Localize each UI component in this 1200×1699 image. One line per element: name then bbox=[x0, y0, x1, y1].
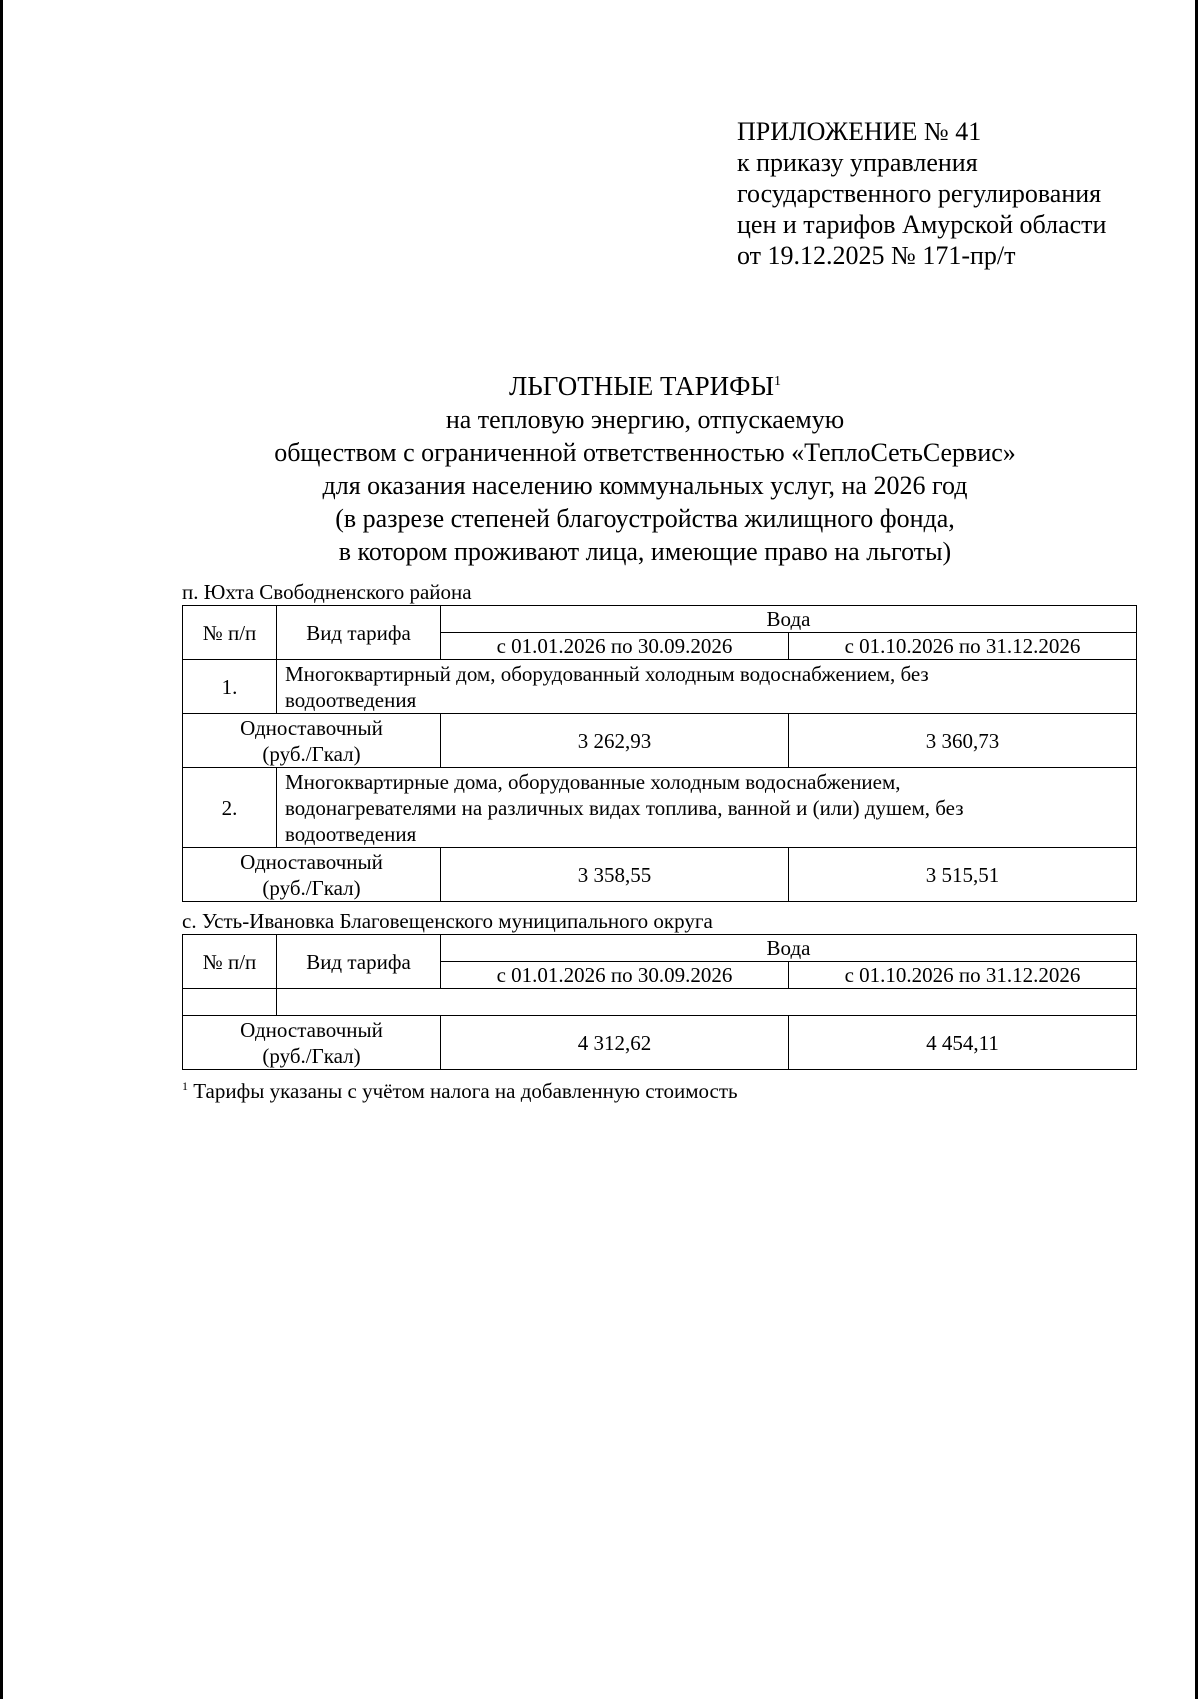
section2-location: с. Усть-Ивановка Благовещенского муниципального округа bbox=[182, 909, 713, 933]
tariff-label-line: Одноставочный bbox=[240, 1017, 383, 1042]
tariff-value: 3 358,55 bbox=[441, 848, 789, 902]
tariff-type-label bbox=[183, 1016, 441, 1070]
row-description-line: Многоквартирный дом, оборудованный холодным водоснабжением, без bbox=[285, 661, 929, 686]
section1-location: п. Юхта Свободненского района bbox=[182, 580, 472, 604]
title-line: (в разрезе степеней благоустройства жилищного фонда, bbox=[335, 504, 955, 533]
appendix-line: государственного регулирования bbox=[737, 179, 1102, 208]
appendix-order-date: от 19.12.2025 № 171-пр/т bbox=[737, 241, 1016, 270]
tariff-value: 3 515,51 bbox=[789, 848, 1137, 902]
title-line: на тепловую энергию, отпускаемую bbox=[445, 405, 845, 434]
row-description-line: водонагревателями на различных видах топлива, ванной и (или) душем, без bbox=[285, 795, 964, 820]
row-description bbox=[277, 768, 1137, 848]
tariff-label-line: Одноставочный bbox=[240, 849, 383, 874]
tariff-type-label bbox=[183, 848, 441, 902]
appendix-line: цен и тарифов Амурской области bbox=[737, 210, 1107, 239]
page-border-right bbox=[1195, 0, 1198, 1699]
tariff-type-label bbox=[183, 714, 441, 768]
tariff-value: 3 360,73 bbox=[789, 714, 1137, 768]
tariff-label-line: Одноставочный bbox=[240, 715, 383, 740]
footnote-text: Тарифы указаны с учётом налога на добавленную стоимость bbox=[193, 1079, 738, 1103]
tariff-label-unit: (руб./Гкал) bbox=[262, 741, 361, 766]
title-main-text: ЛЬГОТНЫЕ ТАРИФЫ bbox=[508, 371, 775, 401]
tariff-value: 4 454,11 bbox=[789, 1016, 1137, 1070]
page-border-left bbox=[0, 0, 3, 1699]
footnote-mark: 1 bbox=[182, 1079, 188, 1093]
footnote bbox=[182, 1074, 738, 1103]
header-water: Вода bbox=[441, 935, 1137, 962]
header-num: № п/п bbox=[183, 606, 277, 660]
empty-cell bbox=[183, 989, 277, 1016]
title-line: обществом с ограниченной ответственностью «ТеплоСетьСервис» bbox=[274, 438, 1016, 467]
tariff-value: 4 312,62 bbox=[441, 1016, 789, 1070]
tariff-label-unit: (руб./Гкал) bbox=[262, 875, 361, 900]
header-period-2: с 01.10.2026 по 31.12.2026 bbox=[789, 962, 1137, 989]
row-description-line: водоотведения bbox=[285, 687, 417, 712]
header-type: Вид тарифа bbox=[277, 606, 441, 660]
appendix-header bbox=[737, 116, 1106, 271]
tariff-label-unit: (руб./Гкал) bbox=[262, 1043, 361, 1068]
title-footnote-mark: 1 bbox=[774, 374, 782, 389]
tariff-value: 3 262,93 bbox=[441, 714, 789, 768]
title-main bbox=[240, 365, 1050, 403]
row-number: 1. bbox=[183, 660, 277, 714]
header-type: Вид тарифа bbox=[277, 935, 441, 989]
appendix-line: к приказу управления bbox=[737, 148, 978, 177]
header-period-1: с 01.01.2026 по 30.09.2026 bbox=[441, 633, 789, 660]
row-description-line: водоотведения bbox=[285, 821, 417, 846]
tariff-table-2 bbox=[182, 934, 1137, 1070]
tariff-table-1 bbox=[182, 605, 1137, 902]
title-line: для оказания населению коммунальных услуг, на 2026 год bbox=[322, 471, 968, 500]
header-period-2: с 01.10.2026 по 31.12.2026 bbox=[789, 633, 1137, 660]
header-num: № п/п bbox=[183, 935, 277, 989]
header-water: Вода bbox=[441, 606, 1137, 633]
document-title bbox=[240, 365, 1050, 568]
row-description-line: Многоквартирные дома, оборудованные холодным водоснабжением, bbox=[285, 769, 901, 794]
header-period-1: с 01.01.2026 по 30.09.2026 bbox=[441, 962, 789, 989]
title-line: в котором проживают лица, имеющие право на льготы) bbox=[338, 537, 952, 566]
empty-cell bbox=[277, 989, 1137, 1016]
appendix-number: ПРИЛОЖЕНИЕ № 41 bbox=[737, 117, 982, 146]
row-number: 2. bbox=[183, 768, 277, 848]
row-description bbox=[277, 660, 1137, 714]
